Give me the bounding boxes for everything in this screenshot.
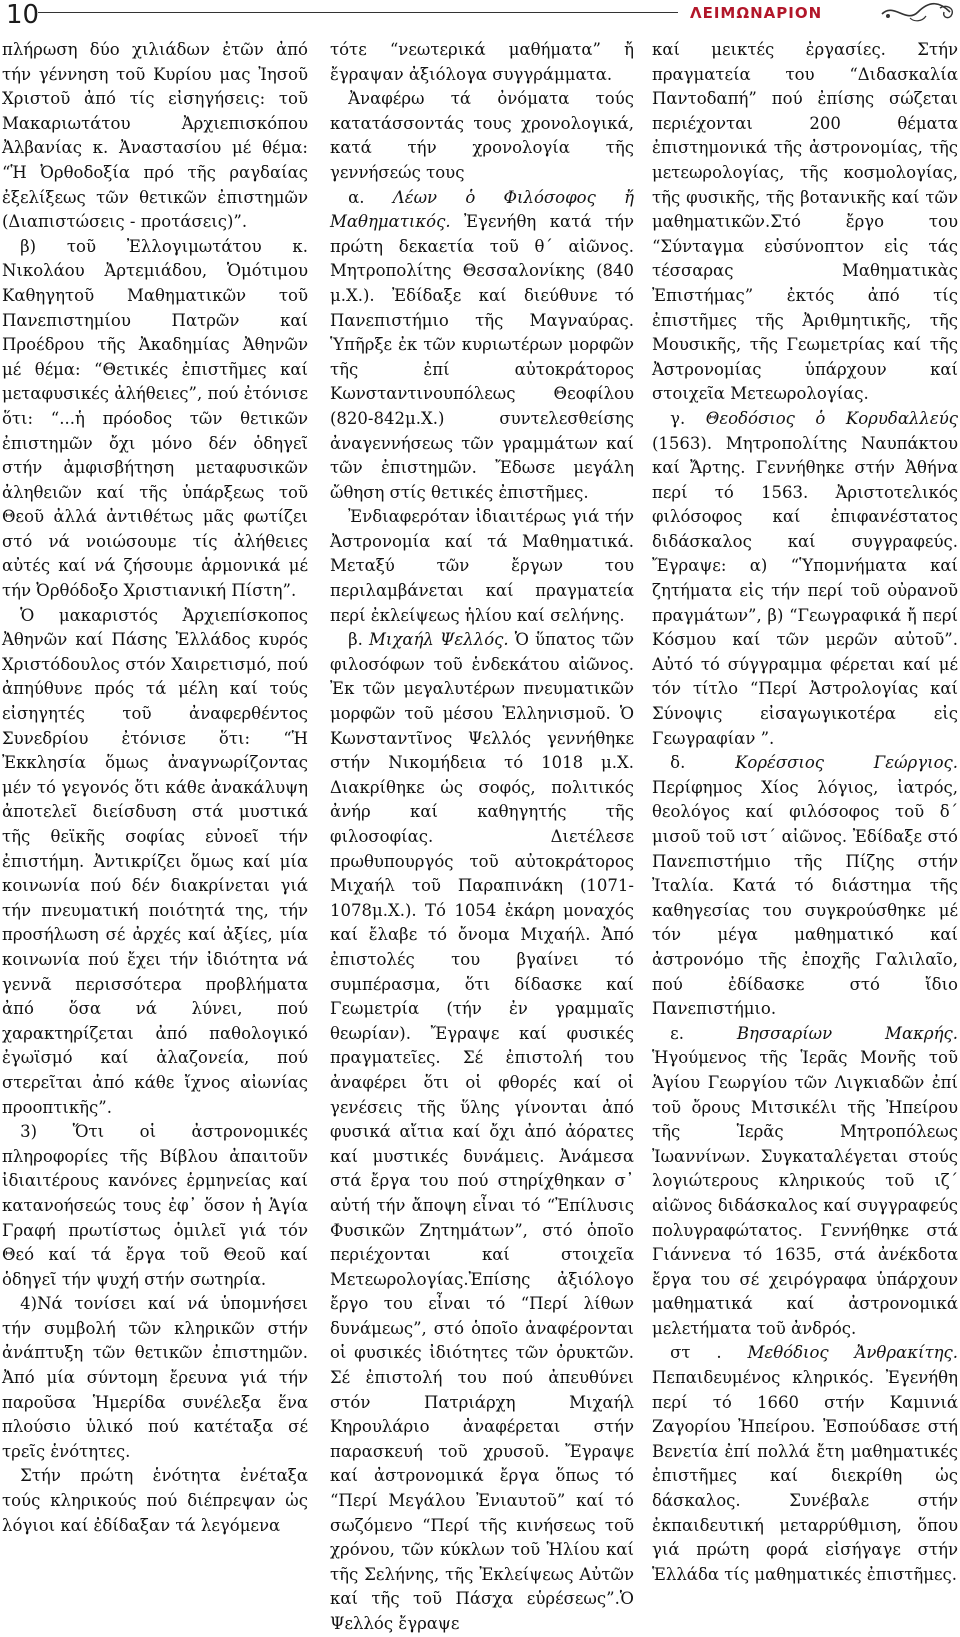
person-name: Βησσαρίων Μακρής. (736, 1023, 958, 1043)
person-name: Μεθόδιος Ἀνθρακίτης. (747, 1343, 958, 1363)
article-paragraph (330, 87, 634, 185)
paragraph-text: Ἐνδιαφερόταν ἰδιαιτέρως γιά τήν Ἀστρονομία καί τά Μαθηματικά. Μεταξύ τῶν ἔργων του περιλαμβάνεται καί πραγματεία περί ἐκλείψεως ἡλίου καί σελήνης. (330, 507, 634, 625)
article-paragraph (2, 1120, 308, 1292)
article-paragraph (330, 505, 634, 628)
article-paragraph (652, 1022, 958, 1342)
column-left (2, 38, 308, 1535)
entry-number: γ. (670, 408, 706, 428)
article-paragraph (330, 38, 634, 87)
entry-number: δ. (670, 753, 736, 773)
paragraph-text: Ἡγούμενος τῆς Ἱερᾶς Μονῆς τοῦ Ἁγίου Γεωργίου τῶν Λιγκιαδῶν ἐπί τοῦ ὄρους Μιτσικέλι τῆς Ἠπείρου τῆς Ἱερᾶς Μητροπόλεως Ἰωαννίνων. Συγκαταλέγεται στούς λογιώτερους κληρικούς τοῦ ιζ´ αἰῶνος διδάσκαλος καί συγγραφεύς πολυγραφώτατος. Γεννήθηκε στά Γιάννενα τό 1635, στά ἀνέκδοτα ἔργα του σέ χειρόγραφα ὑπάρχουν μαθηματικά καί ἀστρονομικά μελετήματα τοῦ ἀνδρός. (652, 1048, 958, 1338)
article-paragraph (2, 38, 308, 235)
paragraph-text: β) τοῦ Ἐλλογιμωτάτου κ. Νικολάου Ἀρτεμιάδου, Ὁμότιμου Καθηγητοῦ Μαθηματικῶν τοῦ Πανεπιστημίου Πατρῶν καί Προέδρου τῆς Ἀκαδημίας Ἀθηνῶν μέ θέμα: “Θετικές ἐπιστῆμες καί μεταφυσικές ἀλήθειες”, πού ἐτόνισε ὅτι: “...ἡ πρόοδος τῶν θετικῶν ἐπιστημῶν ὄχι μόνο δέν ὁδηγεῖ στήν ἀμφισβήτηση μεταφυσικῶν ἀληθειῶν καί τῆς ὑπάρξεως τοῦ Θεοῦ ἀλλά ἀντιθέτως μᾶς φωτίζει στό νά νοιώσουμε τίς ἀλήθειες αὐτές καί νά ζήσουμε ἁρμονικά μέ τήν Ὀρθόδοξο Χριστιανική Πίστη”. (2, 236, 308, 601)
article-paragraph (330, 628, 634, 1636)
article-paragraph (2, 235, 308, 604)
paragraph-text: Περίφημος Χίος λόγιος, ἰατρός, θεολόγος καί φιλόσοφος τοῦ δ´ μισοῦ τοῦ ιστ´ αἰῶνος. Ἐδίδαξε στό Πανεπιστήμιο τῆς Πίζης στήν Ἰταλία. Κατά τό διάστημα τῆς καθηγεσίας του συγκρούσθηκε μέ τόν μέγα μαθηματικό καί ἀστρονόμο τῆς ἐποχῆς Γαλιλαῖο, πού ἐδίδασκε στό ἴδιο Πανεπιστήμιο. (652, 777, 958, 1019)
entry-number: β. (348, 630, 370, 650)
person-name: Θεοδόσιος ὁ Κορυδαλλεύς (705, 408, 959, 428)
column-middle (330, 38, 634, 1633)
header-rule (38, 12, 678, 13)
paragraph-text: Ἐγενήθη κατά τήν πρώτη δεκαετία τοῦ θ´ αἰῶνος. Μητροπολίτης Θεσσαλονίκης (840 μ.Χ.). Ἐδίδαξε καί διεύθυνε τό Πανεπιστήμιο τῆς Μαγναύρας. Ὑπῆρξε ἐκ τῶν κυριωτέρων μορφῶν τῆς ἐπί αὐτοκράτορος Κωνσταντινουπόλεως Θεοφίλου (820-842μ.Χ.) συντελεσθείσης ἀναγεννήσεως τῶν γραμμάτων καί τῶν ἐπιστημῶν. Ἔδωσε μεγάλη ὤθηση στίς θετικές ἐπιστῆμες. (330, 212, 634, 502)
page-number: 10 (6, 0, 40, 30)
paragraph-text: 4)Νά τονίσει καί νά ὑπομνήσει τήν συμβολή τῶν κληρικῶν στήν ἀνάπτυξη τῶν θετικῶν ἐπιστημῶν. Ἀπό μία σύντομη ἔρευνα γιά τήν παροῦσα Ἡμερίδα συνέλεξα ἕνα πλούσιο ὑλικό πού κατέταξα σέ τρεῖς ἑνότητες. (2, 1294, 308, 1461)
paragraph-text: τότε “νεωτερικά μαθήματα” ἤ ἔγραψαν ἀξιόλογα συγγράμματα. (330, 40, 634, 84)
paragraph-text: Στήν πρώτη ἑνότητα ἐνέταξα τούς κληρικούς πού διέπρεψαν ὡς λόγιοι καί ἐδίδαξαν τά λεγόμενα (2, 1466, 308, 1535)
entry-number: στ . (670, 1343, 748, 1363)
person-name: Κορέσσιος Γεώργιος. (735, 753, 958, 773)
article-paragraph (652, 751, 958, 1022)
paragraph-text: 3) Ὅτι οἱ ἀστρονομικές πληροφορίες τῆς Βίβλου ἀπαιτοῦν ἰδιαιτέρους κανόνες ἑρμηνείας καί κατανοήσεώς τους ἐφ᾽ ὅσον ἡ Ἁγία Γραφή πρωτίστως ὁμιλεῖ γιά τόν Θεό καί τά ἔργα τοῦ Θεοῦ καί ὁδηγεῖ τήν ψυχή στήν σωτηρία. (2, 1122, 308, 1289)
person-name: Λέων ὁ Φιλόσοφος ἤ Μαθηματικός. (330, 187, 634, 232)
scroll-ornament-icon (880, 0, 956, 26)
paragraph-text: Ἀναφέρω τά ὀνόματα τούς κατατάσσοντάς τους χρονολογικά, κατά τήν χρονολογία τῆς γεννήσεώς τους (330, 89, 634, 182)
article-paragraph (330, 186, 634, 506)
paragraph-text: Πεπαιδευμένος κληρικός. Ἐγενήθη περί τό 1660 στήν Καμινιά Ζαγορίου Ἠπείρου. Ἐσπούδασε στή Βενετία ἐπί πολλά ἔτη μαθηματικές ἐπιστῆμες καί διεκρίθη ὡς δάσκαλος. Συνέβαλε στήν ἐκπαιδευτική μεταρρύθμιση, ὅπου γιά πρώτη φορά εἰσήγαγε στήν Ἑλλάδα τίς μαθηματικές ἐπιστῆμες. (652, 1368, 958, 1584)
paragraph-text: (1563). Μητροπολίτης Ναυπάκτου καί Ἄρτης. Γεννήθηκε στήν Ἀθήνα περί τό 1563. Ἀριστοτελικός φιλόσοφος καί ἐπιφανέστατος διδάσκαλος καί συγγραφεύς. Ἔγραψε: α) “Ὑπομνήματα καί ζητήματα εἰς τήν περί τοῦ οὐρανοῦ πραγμάτων”, β) “Γεωγραφικά ἤ περί Κόσμου καί τῶν μερῶν αὐτοῦ”. Αὐτό τό σύγγραμμα φέρεται καί μέ τόν τίτλο “Περί Ἀστρολογίας καί Σύνοψις εἰσαγωγικοτέρα εἰς Γεωγραφίαν ”. (652, 433, 958, 748)
article-paragraph (2, 604, 308, 1120)
entry-number: ε. (670, 1023, 737, 1043)
person-name: Μιχαήλ Ψελλός. (369, 630, 509, 650)
article-paragraph (652, 1341, 958, 1587)
paragraph-text: καί μεικτές ἐργασίες. Στήν πραγματεία του “Διδασκαλία Παντοδαπή” πού ἐπίσης σώζεται περιέχονται 200 θέματα ἐπιστημονικά τῆς ἀστρονομίας, τῆς μετεωρολογίας, τῆς κοσμολογίας, τῆς φυσικῆς, τῆς βοτανικῆς καί τῶν μαθηματικῶν.Στό ἔργο του “Σύνταγμα εὐσύνοπτον εἰς τάς τέσσαρας Μαθηματικὰς Ἐπιστήμας” ἐκτός ἀπό τίς ἐπιστῆμες τῆς Ἀριθμητικῆς, τῆς Μουσικῆς, τῆς Γεωμετρίας καί τῆς Ἀστρονομίας ὑπάρχουν καί στοιχεῖα Μετεωρολογίας. (652, 40, 958, 404)
page-header (0, 0, 960, 34)
article-paragraph (2, 1464, 308, 1538)
paragraph-text: Ὁ ὕπατος τῶν φιλοσόφων τοῦ ἑνδεκάτου αἰῶνος. Ἐκ τῶν μεγαλυτέρων πνευματικῶν μορφῶν τοῦ μέσου Ἑλληνισμοῦ. Ὁ Κωνσταντῖνος Ψελλός γεννήθηκε στήν Νικομήδεια τό 1018 μ.Χ. Διακρίθηκε ὡς σοφός, πολιτικός ἀνήρ καί καθηγητής τῆς φιλοσοφίας. Διετέλεσε πρωθυπουργός τοῦ αὐτοκράτορος Μιχαήλ τοῦ Παραπινάκη (1071-1078μ.Χ.). Τό 1054 ἐκάρη μοναχός καί ἔλαβε τό ὄνομα Μιχαήλ. Ἀπό ἐπιστολές του βγαίνει τό συμπέρασμα, ὅτι δίδασκε καί Γεωμετρία (τήν ἐν γραμμαῖς θεωρίαν). Ἔγραψε καί φυσικές πραγματεῖες. Σέ ἐπιστολή του ἀναφέρει ὅτι οἱ φθορές καί οἱ γενέσεις τῆς ὕλης γίνονται ἀπό φυσικά αἴτια καί ὄχι ἀπό ἀόρατες καί μυστικές δυνάμεις. Ἀνάμεσα στά ἔργα του πού στηρίχθηκαν σ᾽ αὐτή τήν ἄποψη εἶναι τό “Ἐπίλυσις Φυσικῶν Ζητημάτων”, στό ὁποῖο περιέχονται καί στοιχεῖα Μετεωρολογίας.Ἐπίσης ἀξιόλογο ἔργο του εἶναι τό “Περί λίθων δυνάμεως”, στό ὁποῖο ἀναφέρονται οἱ φυσικές ἰδιότητες τῶν ὀρυκτῶν. Σέ ἐπιστολή του πού ἀπευθύνει στόν Πατριάρχη Μιχαήλ Κηρουλάριο ἀναφέρεται στήν παρασκευή τοῦ χρυσοῦ. Ἔγραψε καί ἀστρονομικά ἔργα ὅπως τό “Περί Μεγάλου Ἐνιαυτοῦ” καί τό σωζόμενο “Περί τῆς κινήσεως τοῦ χρόνου, τῶν κύκλων τοῦ Ἡλίου καί τῆς Σελήνης, τῆς Ἐκλείψεως Αὐτῶν καί τῆς τοῦ Πάσχα εὑρέσεως”.Ὁ Ψελλός ἔγραψε (330, 630, 634, 1633)
entry-number: α. (348, 187, 393, 207)
paragraph-text: πλήρωση δύο χιλιάδων ἐτῶν ἀπό τήν γέννηση τοῦ Κυρίου μας Ἰησοῦ Χριστοῦ ἀπό τίς εἰσηγήσεις: τοῦ Μακαριωτάτου Ἀρχιεπισκόπου Ἀλβανίας κ. Ἀναστασίου μέ θέμα: “Ἡ Ὀρθοδοξία πρό τῆς ραγδαίας ἐξελίξεως τῶν θετικῶν ἐπιστημῶν (Διαπιστώσεις - προτάσεις)”. (2, 40, 308, 232)
article-paragraph (2, 1292, 308, 1464)
column-right (652, 38, 959, 1584)
article-paragraph (652, 38, 958, 407)
masthead-title: ΛΕΙΜΩΝΑΡΙΟΝ (690, 4, 823, 22)
paragraph-text: Ὁ μακαριστός Ἀρχιεπίσκοπος Ἀθηνῶν καί Πάσης Ἑλλάδος κυρός Χριστόδουλος στόν Χαιρετισμό, πού ἀπηύθυνε πρός τά μέλη καί τούς εἰσηγητές τοῦ ἀναφερθέντος Συνεδρίου ἐτόνισε ὅτι: “Ἡ Ἐκκλησία ὅμως ἀναγνωρίζοντας μέν τό γεγονός ὅτι κάθε ἀνακάλυψη ἀποτελεῖ διείσδυση στά μυστικά τῆς θεϊκῆς σοφίας εὐνοεῖ τήν ἐπιστήμη. Ἀντικρίζει ὅμως καί μία κοινωνία πού δέν διακρίνεται γιά τήν πνευματική ποιότητά της, τήν προσήλωση σέ ἀρχές καί ἀξίες, μία κοινωνία πού ἔχει τήν ἰδιότητα νά γεννᾶ περισσότερα προβλήματα ἀπό ὅσα νά λύνει, πού χαρακτηρίζεται ἀπό παθολογικό ἐγωϊσμό καί ἀλαζονεία, πού στερεῖται ἀπό κάθε ἴχνος αἰωνίας προοπτικῆς”. (2, 605, 308, 1117)
article-paragraph (652, 407, 958, 751)
